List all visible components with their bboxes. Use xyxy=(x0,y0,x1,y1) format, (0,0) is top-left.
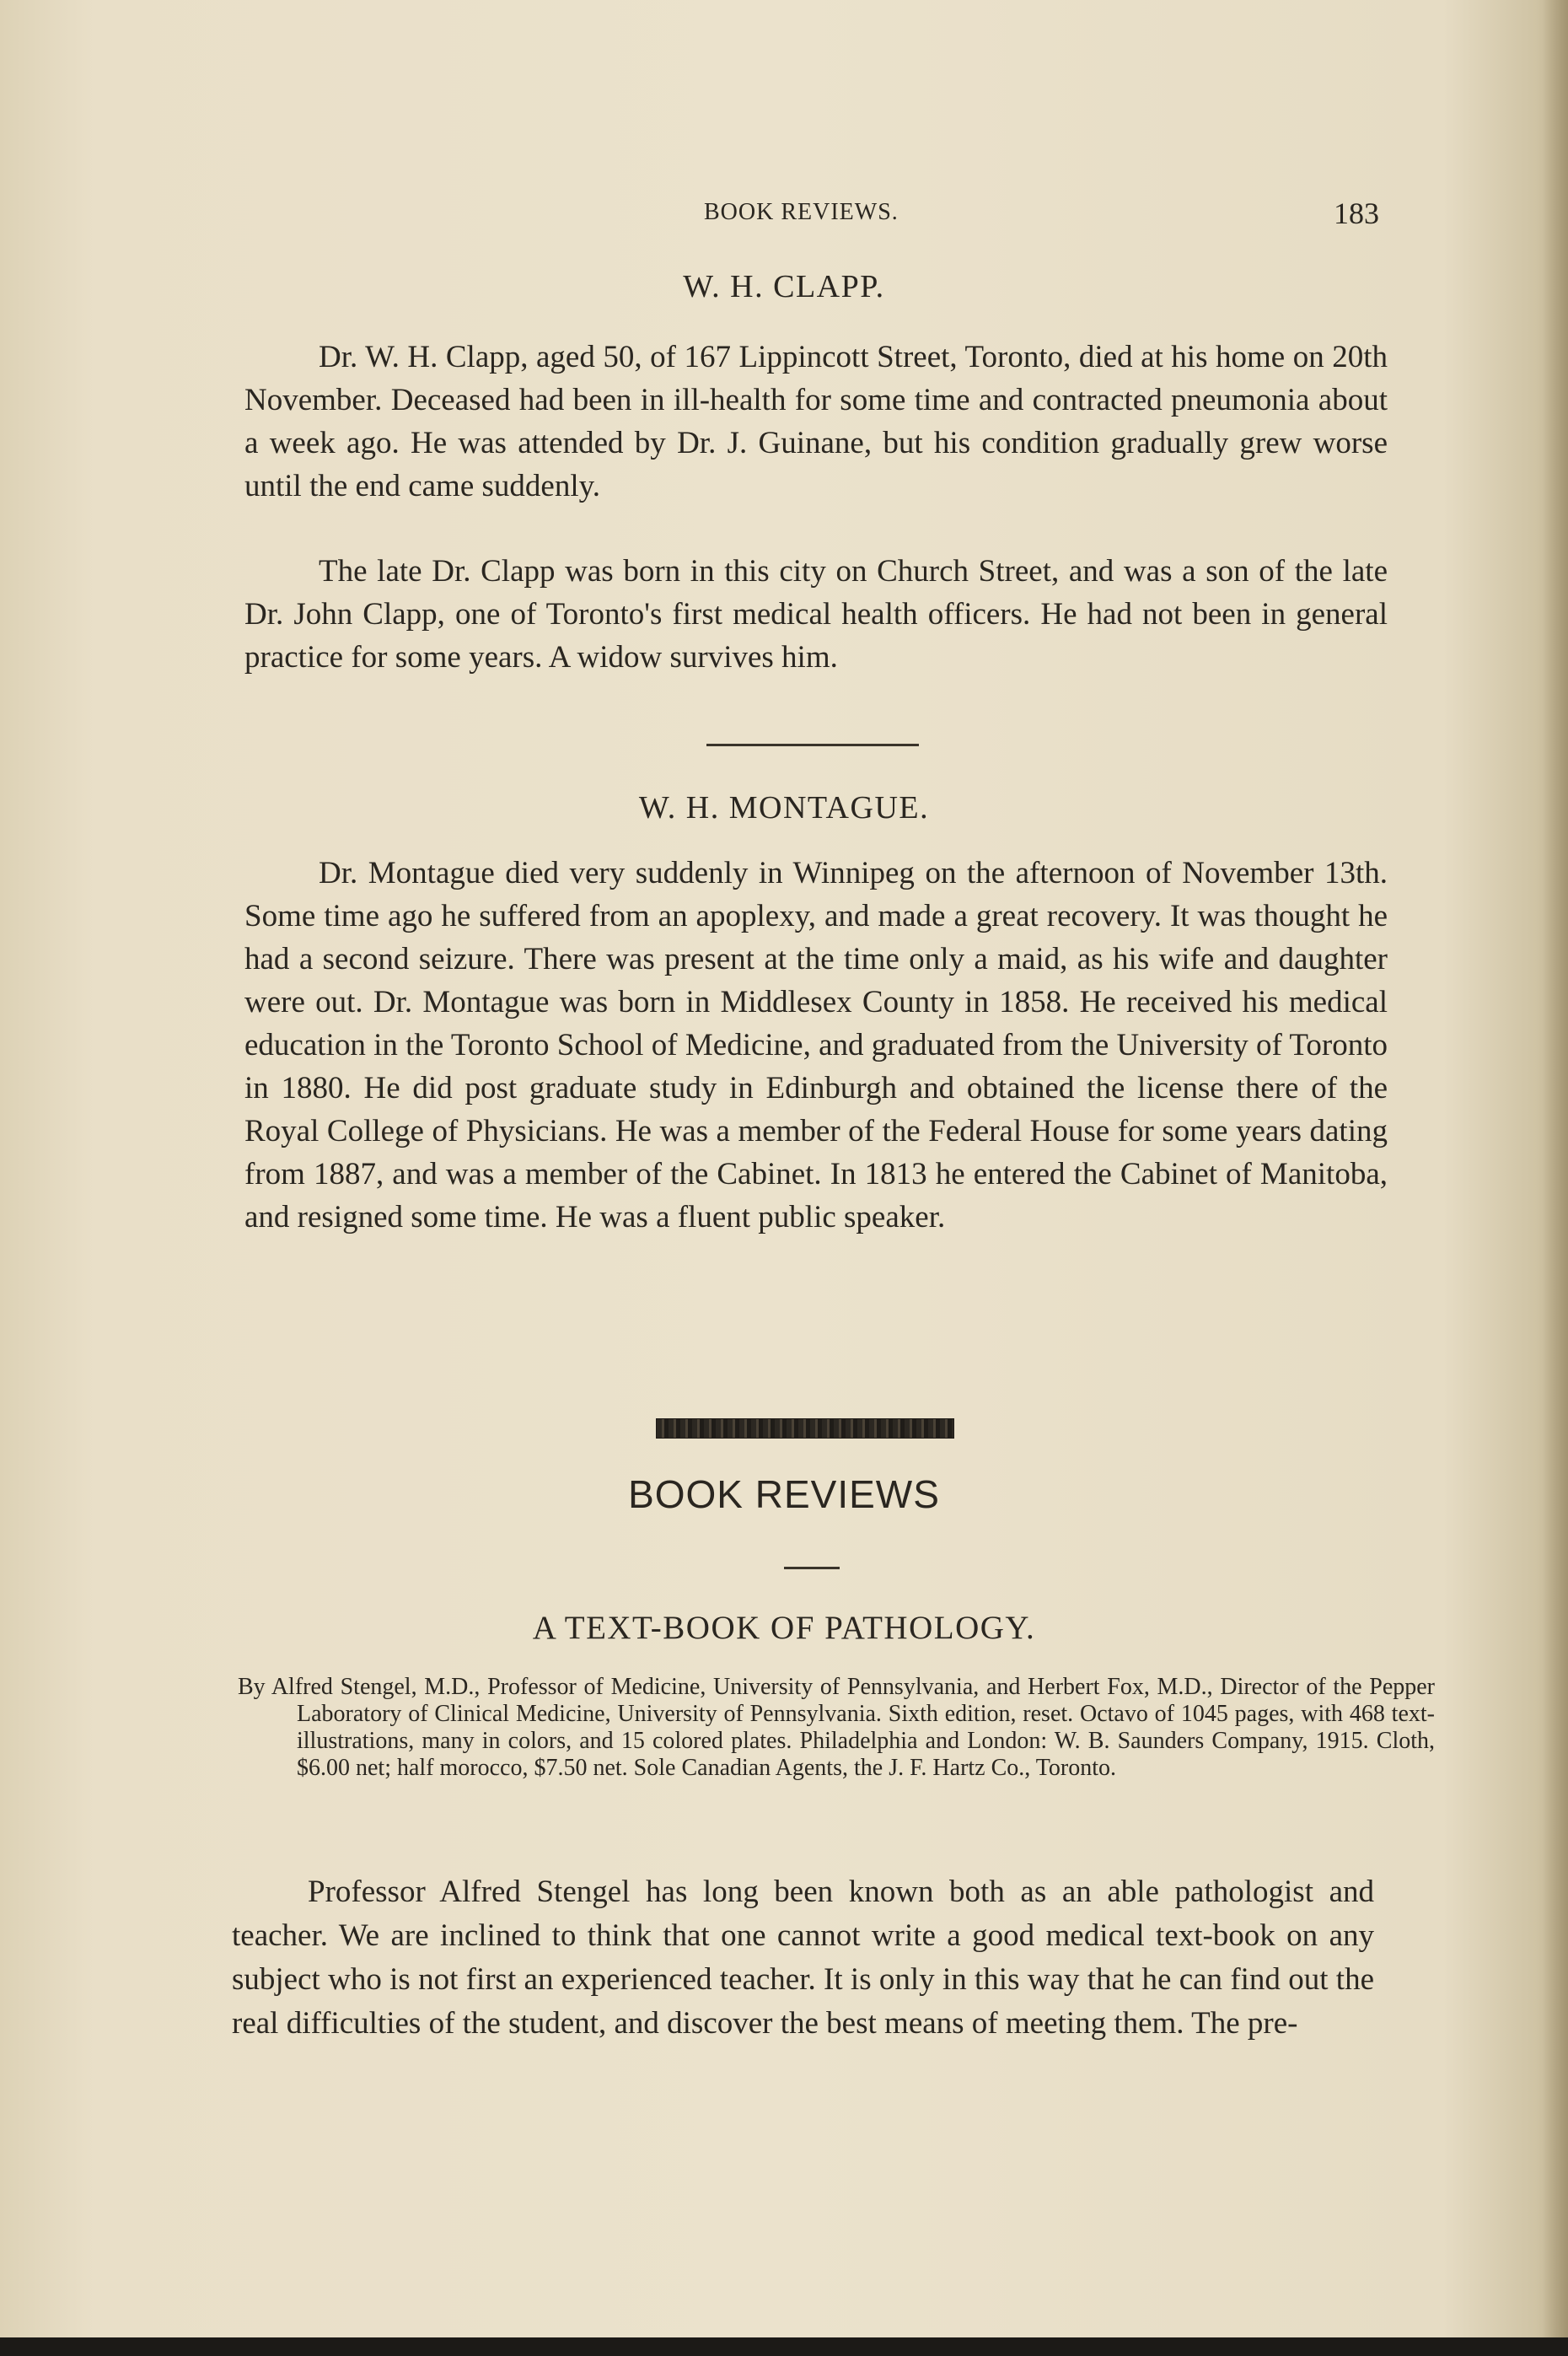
bibliographic-citation: By Alfred Stengel, M.D., Professor of Medicine, University of Pennsylvania, and Herbert Fox, M.D., Director of the Pepper Laboratory of Clinical Medicine, University of Pennsylvania. Sixth edition, reset. Octavo of 1045 pages, with 468 text-illustrations, many in colors, and 15 colored plates. Philadelphia and London: W. B. Saunders Company, 1915. Cloth, $6.00 net; half morocco, $7.50 net. Sole Canadian Agents, the J. F. Hartz Co., Toronto. xyxy=(238,1674,1435,1781)
section-divider-rule xyxy=(706,744,919,746)
clapp-paragraph-2: The late Dr. Clapp was born in this city on Church Street, and was a son of the late Dr. John Clapp, one of Toronto's first medical health officers. He had not been in general practice for some years. A widow survives him. xyxy=(244,554,1388,675)
ornamental-divider xyxy=(656,1418,954,1439)
review-body-paragraph: Professor Alfred Stengel has long been known both as an able pathologist and teacher. We are inclined to think that one cannot write a good medical text-book on any subject who is not first an experienced teacher. It is only in this way that he can find out the real difficulties of the student, and discover the best means of meeting them. The pre- xyxy=(232,1875,1374,2041)
section-title-book-reviews: BOOK REVIEWS xyxy=(628,1472,940,1516)
short-divider-rule xyxy=(784,1567,840,1569)
montague-paragraph: Dr. Montague died very suddenly in Winnipeg on the afternoon of November 13th. Some time ago he suffered from an apoplexy, and made a great recovery. It was thought he had a second seizure. There was present at the time only a maid, as his wife and daughter were out. Dr. Montague was born in Middlesex County in 1858. He received his medical education in the Toronto School of Medicine, and graduated from the University of Toronto in 1880. He did post graduate study in Edinburgh and obtained the license there of the Royal College of Physicians. He was a member of the Federal House for some years dating from 1887, and was a member of the Cabinet. In 1813 he entered the Cabinet of Manitoba, and resigned some time. He was a fluent public speaker. xyxy=(244,856,1388,1234)
obituary-heading-clapp: W. H. CLAPP. xyxy=(683,269,885,304)
running-head: BOOK REVIEWS. xyxy=(704,199,899,225)
page-right-edge xyxy=(1543,0,1568,2356)
review-title: A TEXT-BOOK OF PATHOLOGY. xyxy=(532,1610,1036,1646)
page-bottom-edge xyxy=(0,2337,1568,2356)
clapp-paragraph-1: Dr. W. H. Clapp, aged 50, of 167 Lippincott Street, Toronto, died at his home on 20th November. Deceased had been in ill-health for some time and contracted pneumonia about a week ago. He was attended by Dr. J. Guinane, but his condition gradually grew worse until the end came suddenly. xyxy=(244,340,1388,503)
page-number: 183 xyxy=(1334,196,1379,230)
obituary-heading-montague: W. H. MONTAGUE. xyxy=(638,790,930,826)
